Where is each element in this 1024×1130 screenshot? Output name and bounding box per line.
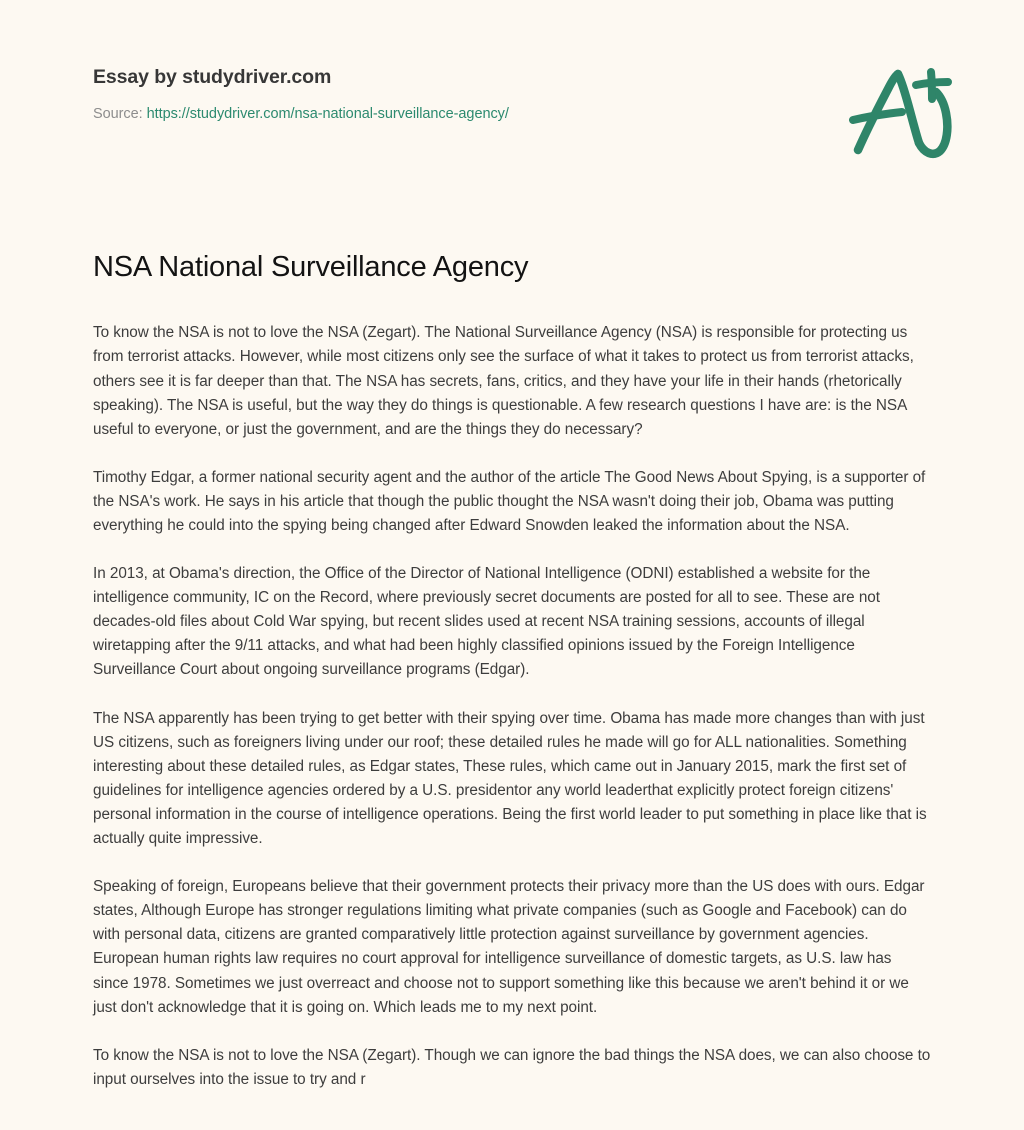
document-header [93,0,931,123]
body-paragraph: To know the NSA is not to love the NSA (Zegart). The National Surveillance Agency (NSA) is responsible for protecting us from terrorist attacks. However, while most citizens only see the surface of what it takes to protect us from terrorist attacks, others see it is far deeper than that. The NSA has secrets, fans, critics, and they have your life in their hands (rhetorically speaking). The NSA is useful, but the way they do things is questionable. A few research questions I have are: is the NSA useful to everyone, or just the government, and are the things they do necessary? [93,324,914,438]
page-title: NSA National Surveillance Agency [93,251,529,283]
body-paragraph: In 2013, at Obama's direction, the Office of the Director of National Intelligence (ODNI) established a website for the intelligence community, IC on the Record, where previously secret documents are posted for all to see. These are not decades-old files about Cold War spying, but recent slides used at recent NSA training sessions, accounts of illegal wiretapping after the 9/11 attacks, and what had been highly classified opinions issued by the Foreign Intelligence Surveillance Court about ongoing surveillance programs (Edgar). [93,565,880,679]
essay-byline: Essay by studydriver.com [93,66,332,88]
document-body [93,284,931,1092]
source-url-link[interactable]: https://studydriver.com/nsa-national-surveillance-agency/ [146,106,509,123]
body-paragraph: Timothy Edgar, a former national security agent and the author of the article The Good News About Spying, is a supporter of the NSA's work. He says in his article that though the public thought the NSA wasn't doing their job, Obama was putting everything he could into the spying being changed after Edward Snowden leaked the information about the NSA. [93,468,926,534]
a-plus-logo-icon [836,58,958,166]
source-label: Source: [93,106,143,123]
body-paragraph: To know the NSA is not to love the NSA (Zegart). Though we can ignore the bad things the NSA does, we can also choose to input ourselves into the issue to try and r [93,1046,931,1088]
body-paragraph: The NSA apparently has been trying to get better with their spying over time. Obama has made more changes than with just US citizens, such as foreigners living under our roof; these detailed rules he made will go for ALL nationalities. Something interesting about these detailed rules, as Edgar states, These rules, which came out in January 2015, mark the first set of guidelines for intelligence agencies ordered by a U.S. presidentor any world leaderthat explicitly protect foreign citizens' personal information in the course of intelligence operations. Being the first world leader to put something in place like that is actually quite impressive. [93,709,927,848]
source-line [93,106,931,123]
body-paragraph: Speaking of foreign, Europeans believe that their government protects their privacy more than the US does with ours. Edgar states, Although Europe has stronger regulations limiting what private companies (such as Google and Facebook) can do with personal data, citizens are granted comparatively little protection against surveillance by government agencies. European human rights law requires no court approval for intelligence surveillance of domestic targets, as U.S. law has since 1978. Sometimes we just overreact and choose not to support something like this because we aren't behind it or we just don't acknowledge that it is going on. Which leads me to my next point. [93,878,925,1016]
